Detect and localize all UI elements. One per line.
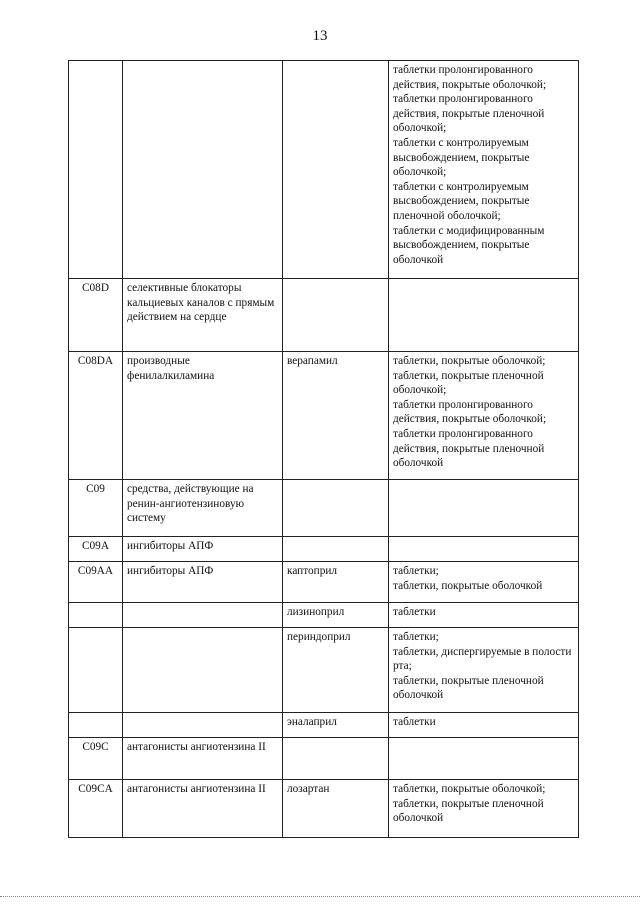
drug-name-cell <box>283 279 389 352</box>
table-body <box>69 61 579 838</box>
dosage-form-cell: таблетки; таблетки, диспергируемые в полости рта; таблетки, покрытые пленочной оболочкой <box>389 628 579 713</box>
atc-code-cell <box>69 713 123 738</box>
anatomical-group-cell <box>123 713 283 738</box>
atc-code-cell: C09AA <box>69 562 123 603</box>
atc-code-cell: C09CA <box>69 780 123 838</box>
atc-code-cell: C08DA <box>69 352 123 480</box>
table-row <box>69 352 579 480</box>
atc-code-cell: C09 <box>69 480 123 537</box>
table-row <box>69 780 579 838</box>
dosage-form-cell: таблетки, покрытые оболочкой; таблетки, покрытые пленочной оболочкой <box>389 780 579 838</box>
anatomical-group-cell: антагонисты ангиотензина II <box>123 738 283 780</box>
atc-code-cell: C08D <box>69 279 123 352</box>
dosage-form-cell: таблетки <box>389 713 579 738</box>
dosage-form-cell <box>389 480 579 537</box>
drug-name-cell <box>283 537 389 562</box>
page-number: 13 <box>312 28 328 44</box>
anatomical-group-cell: средства, действующие на ренин-ангиотензиновую систему <box>123 480 283 537</box>
atc-code-cell: C09A <box>69 537 123 562</box>
table-row <box>69 628 579 713</box>
anatomical-group-cell: производные фенилалкиламина <box>123 352 283 480</box>
table-row <box>69 61 579 279</box>
dosage-form-cell: таблетки пролонгированного действия, покрытые оболочкой; таблетки пролонгированного действия, покрытые пленочной оболочкой; таблетки с контролируемым высвобождением, покрытые оболочкой; таблетки с контролируемым высвобождением, покрытые пленочной оболочкой; таблетки с модифицированным высвобождением, покрытые оболочкой <box>389 61 579 279</box>
anatomical-group-cell: ингибиторы АПФ <box>123 537 283 562</box>
drug-name-cell <box>283 738 389 780</box>
anatomical-group-cell: селективные блокаторы кальциевых каналов с прямым действием на сердце <box>123 279 283 352</box>
dosage-form-cell <box>389 738 579 780</box>
drug-name-cell <box>283 61 389 279</box>
dosage-form-cell: таблетки <box>389 603 579 628</box>
dosage-form-cell <box>389 279 579 352</box>
drug-name-cell: лизиноприл <box>283 603 389 628</box>
anatomical-group-cell <box>123 603 283 628</box>
dosage-form-cell: таблетки; таблетки, покрытые оболочкой <box>389 562 579 603</box>
drug-table <box>68 60 579 838</box>
table-row <box>69 537 579 562</box>
dosage-form-cell: таблетки, покрытые оболочкой; таблетки, покрытые пленочной оболочкой; таблетки пролонгированного действия, покрытые оболочкой; таблетки пролонгированного действия, покрытые пленочной оболочкой <box>389 352 579 480</box>
anatomical-group-cell <box>123 61 283 279</box>
anatomical-group-cell: ингибиторы АПФ <box>123 562 283 603</box>
dosage-form-cell <box>389 537 579 562</box>
drug-name-cell <box>283 480 389 537</box>
drug-name-cell: каптоприл <box>283 562 389 603</box>
atc-code-cell <box>69 603 123 628</box>
table-row <box>69 562 579 603</box>
table-row <box>69 480 579 537</box>
anatomical-group-cell: антагонисты ангиотензина II <box>123 780 283 838</box>
page-bottom-rule <box>0 896 640 898</box>
drug-name-cell: верапамил <box>283 352 389 480</box>
atc-code-cell <box>69 61 123 279</box>
atc-code-cell <box>69 628 123 713</box>
table-row <box>69 603 579 628</box>
table-row <box>69 713 579 738</box>
drug-name-cell: лозартан <box>283 780 389 838</box>
drug-name-cell: периндоприл <box>283 628 389 713</box>
table-row <box>69 738 579 780</box>
table-row <box>69 279 579 352</box>
drug-name-cell: эналаприл <box>283 713 389 738</box>
atc-code-cell: C09C <box>69 738 123 780</box>
anatomical-group-cell <box>123 628 283 713</box>
